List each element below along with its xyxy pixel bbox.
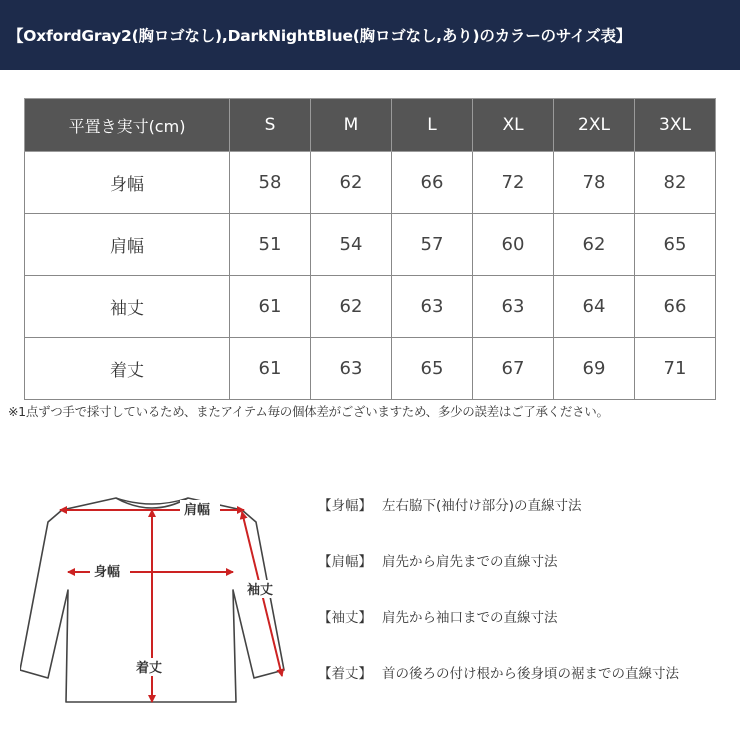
table-cell: 62 [554,214,635,276]
garment-measurement-diagram [20,470,300,720]
table-row [25,152,716,214]
definition-text: 首の後ろの付け根から後身頃の裾までの直線寸法 [382,666,679,682]
size-table [24,98,716,400]
diagram-label-length: 着丈 [136,661,163,676]
table-cell: 62 [311,276,392,338]
table-cell: 62 [311,152,392,214]
header-size-l: L [392,99,473,152]
table-cell: 51 [230,214,311,276]
table-cell: 82 [635,152,716,214]
list-item [318,662,738,718]
table-cell: 78 [554,152,635,214]
header-size-s: S [230,99,311,152]
table-row [25,338,716,400]
measurement-note: ※1点ずつ手で採寸しているため、またアイテム毎の個体差がございますため、多少の誤差はご了承ください。 [8,404,609,419]
definition-term: 【袖丈】 [318,610,372,626]
header-size-xl: XL [473,99,554,152]
table-cell: 69 [554,338,635,400]
table-cell: 61 [230,338,311,400]
list-item [318,550,738,606]
definition-text: 肩先から袖口までの直線寸法 [382,610,558,626]
table-cell: 54 [311,214,392,276]
header-size-3xl: 3XL [635,99,716,152]
table-cell: 61 [230,276,311,338]
table-cell: 64 [554,276,635,338]
row-label: 肩幅 [25,214,230,276]
diagram-label-shoulder: 肩幅 [184,503,211,518]
table-cell: 66 [392,152,473,214]
table-cell: 60 [473,214,554,276]
table-cell: 57 [392,214,473,276]
table-cell: 63 [473,276,554,338]
table-cell: 72 [473,152,554,214]
banner-title: 【OxfordGray2(胸ロゴなし),DarkNightBlue(胸ロゴなし,あり)のカラーのサイズ表】 [8,27,632,45]
list-item [318,606,738,662]
header-measure-label: 平置き実寸(cm) [25,99,230,152]
definition-term: 【肩幅】 [318,554,372,570]
header-size-2xl: 2XL [554,99,635,152]
table-cell: 58 [230,152,311,214]
size-table-header-row [25,99,716,152]
list-item [318,494,738,550]
table-cell: 67 [473,338,554,400]
table-cell: 63 [392,276,473,338]
table-cell: 66 [635,276,716,338]
table-row [25,276,716,338]
row-label: 着丈 [25,338,230,400]
definition-text: 左右脇下(袖付け部分)の直線寸法 [382,498,582,514]
size-chart-banner [0,0,740,70]
diagram-label-chest: 身幅 [94,565,121,580]
header-size-m: M [311,99,392,152]
table-cell: 71 [635,338,716,400]
row-label: 身幅 [25,152,230,214]
table-cell: 65 [635,214,716,276]
row-label: 袖丈 [25,276,230,338]
definition-text: 肩先から肩先までの直線寸法 [382,554,558,570]
table-cell: 63 [311,338,392,400]
definition-term: 【着丈】 [318,666,372,682]
diagram-label-sleeve: 袖丈 [247,583,274,598]
table-cell: 65 [392,338,473,400]
table-row [25,214,716,276]
definition-term: 【身幅】 [318,498,372,514]
measurement-definitions [318,494,738,718]
